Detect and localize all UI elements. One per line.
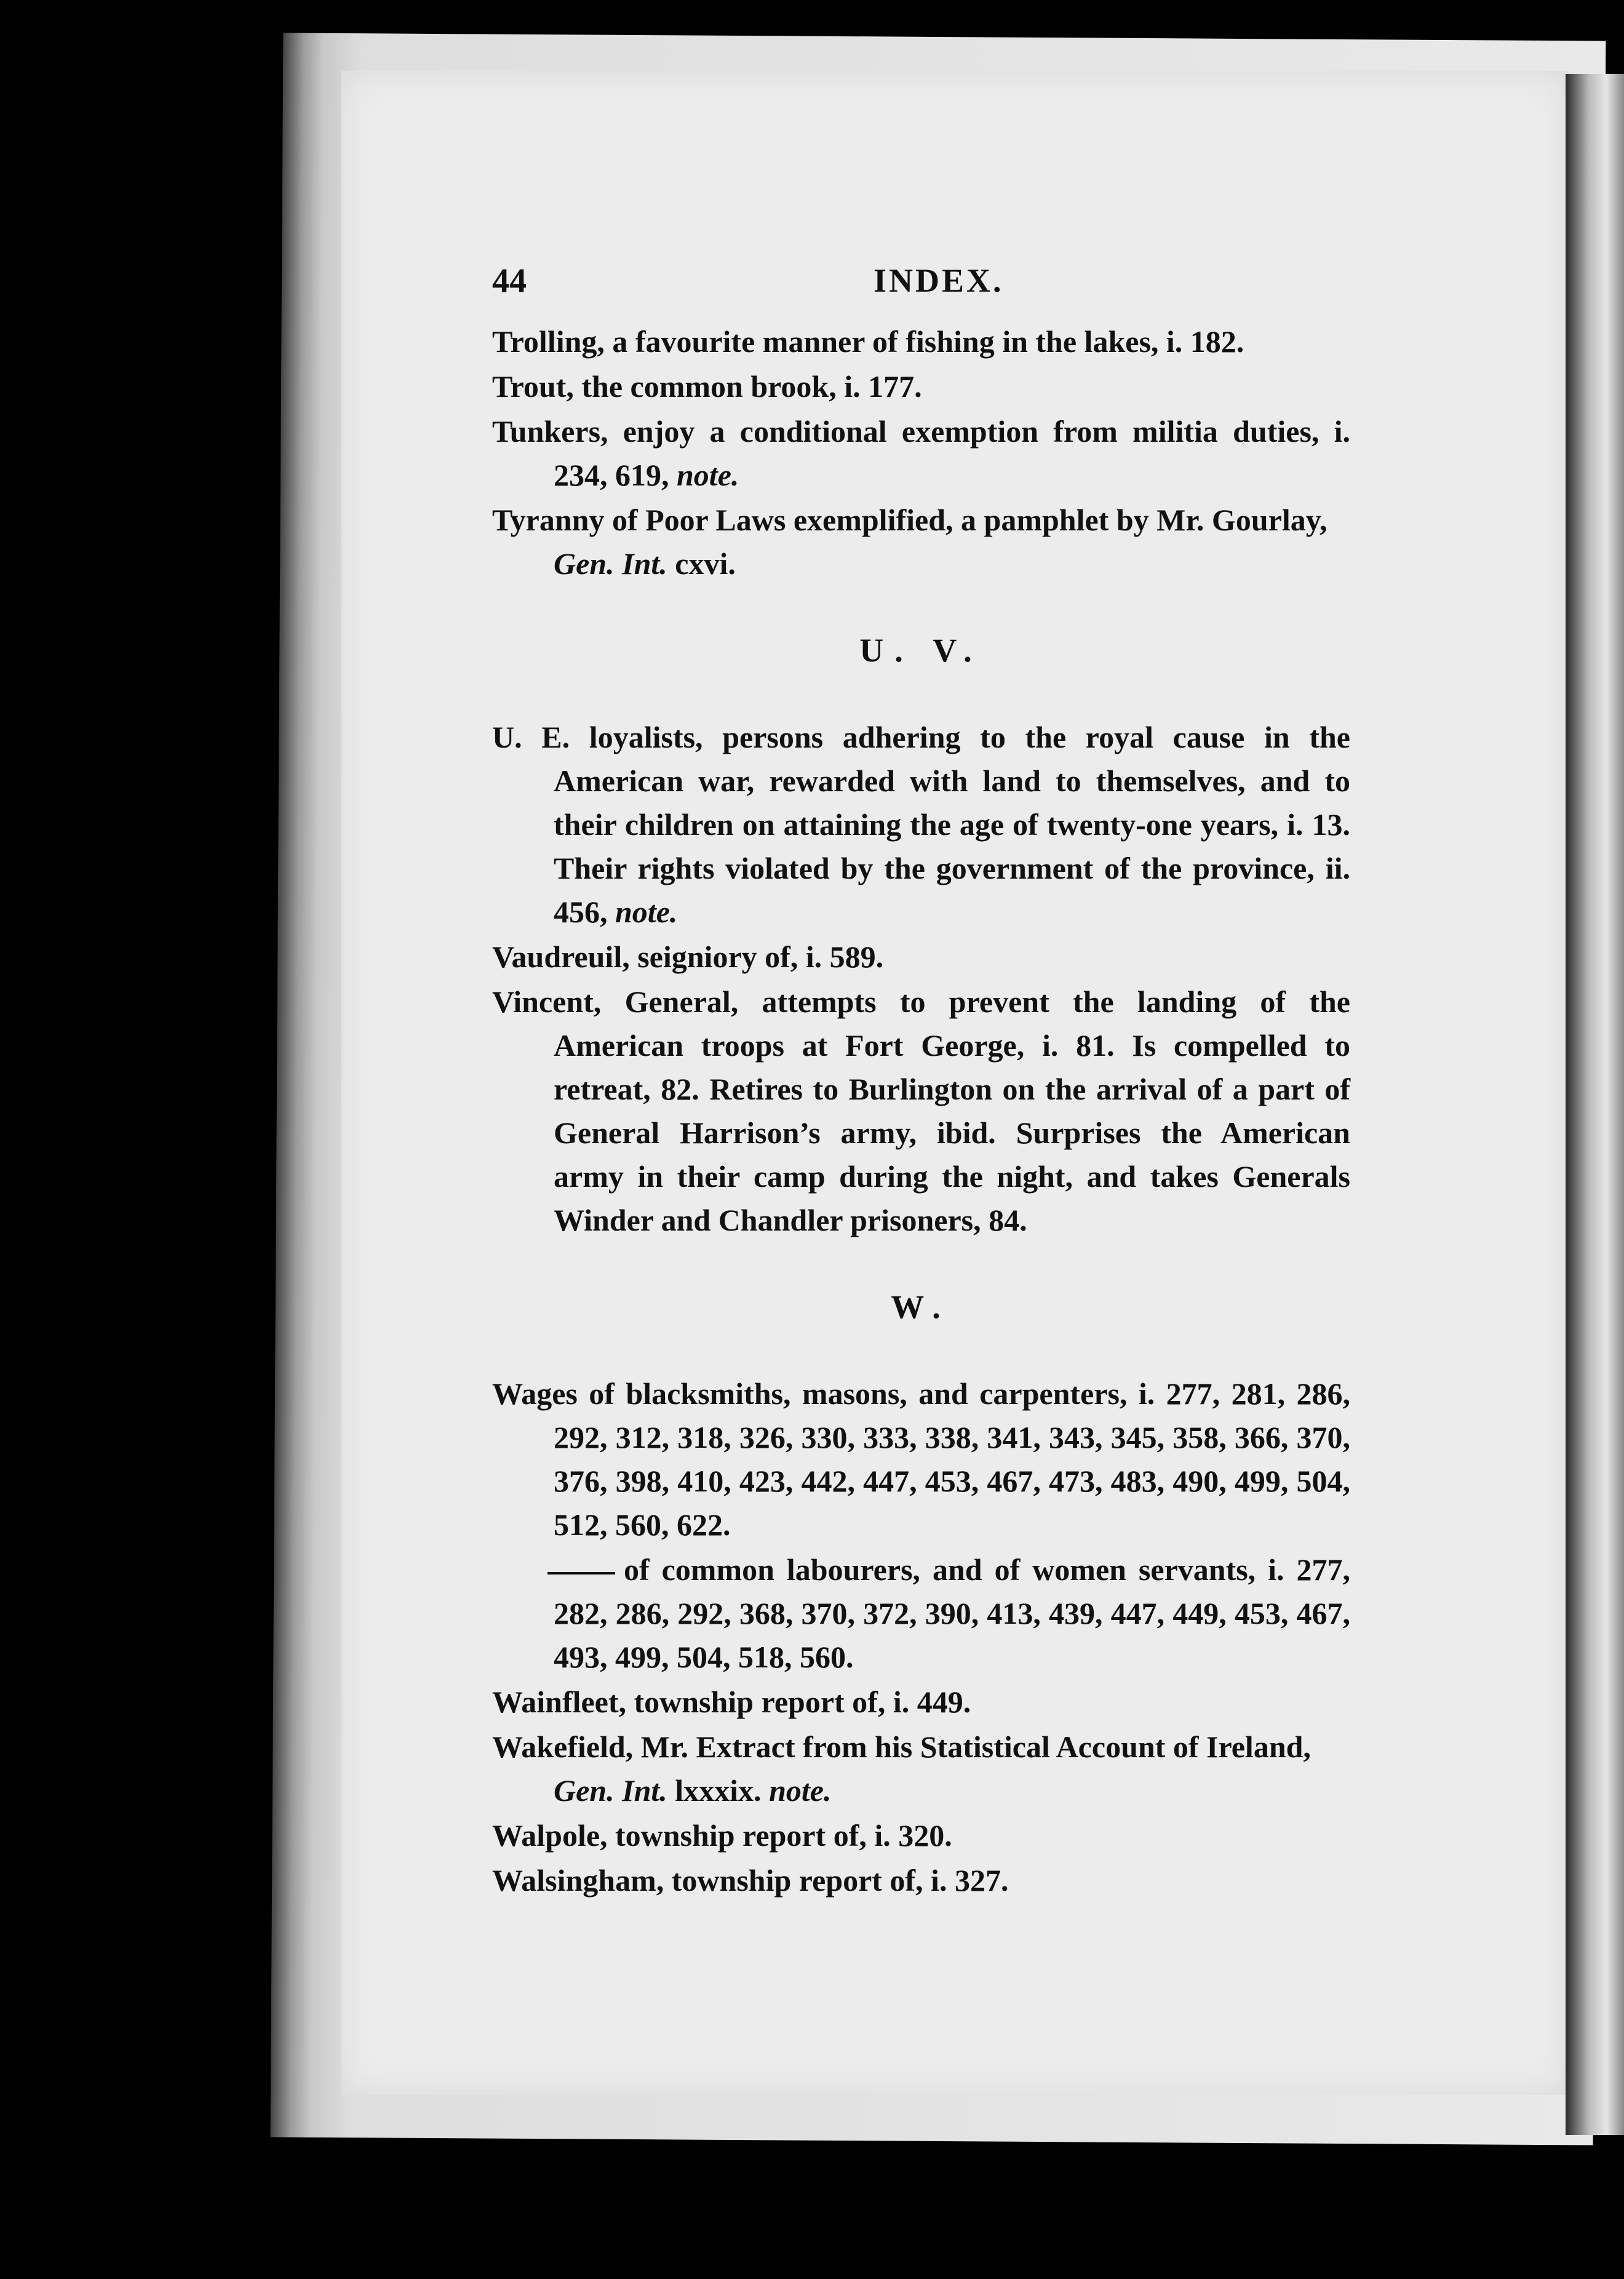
entry-reference-number: cxvi. bbox=[667, 546, 736, 581]
index-entry-tunkers bbox=[492, 410, 1350, 497]
entry-note: note. bbox=[769, 1773, 832, 1808]
entry-reference: Gen. Int. bbox=[554, 1773, 667, 1808]
entry-reference: Gen. Int. bbox=[554, 546, 667, 581]
entry-text: Tunkers, enjoy a conditional exemption from militia duties, i. 234, 619, bbox=[492, 414, 1350, 492]
index-entry-trolling: Trolling, a favourite manner of fishing in the lakes, i. 182. bbox=[492, 324, 1244, 359]
section-heading-uv: U. V. bbox=[859, 632, 983, 669]
index-entry-vincent: Vincent, General, attempts to prevent the landing of the American troops at Fort George, i. 81. Is compelled to retreat, 82. Retires to Burlington on the arrival of a part of General Harrison’s army, ibid. Surprises the American army in their camp during the night, and takes Generals Winder and Chandler prisoners, 84. bbox=[492, 984, 1350, 1237]
page-header bbox=[492, 261, 1353, 305]
entry-text: Wakefield, Mr. Extract from his Statistical Account of Ireland, bbox=[492, 1730, 1311, 1764]
index-entry-wakefield bbox=[492, 1725, 1350, 1813]
entry-note: note. bbox=[677, 458, 739, 492]
entry-text: of common labourers, and of women servants, i. 277, 282, 286, 292, 368, 370, 372, 390, 413, 439, 447, 449, 453, 467, 493, 499, 504, 518, 560. bbox=[554, 1552, 1350, 1674]
index-entry-ue-loyalists bbox=[492, 716, 1350, 934]
index-entry-wainfleet: Wainfleet, township report of, i. 449. bbox=[492, 1685, 971, 1719]
index-subentry-wages-labourers bbox=[492, 1548, 1350, 1679]
page-number: 44 bbox=[492, 262, 527, 300]
entry-reference-number: lxxxix. bbox=[667, 1773, 762, 1808]
section-heading-w: W. bbox=[891, 1288, 952, 1325]
entry-text: Tyranny of Poor Laws exemplified, a pamphlet by Mr. Gourlay, bbox=[492, 503, 1327, 537]
index-entry-tyranny bbox=[492, 498, 1350, 586]
index-entry-vaudreuil: Vaudreuil, seigniory of, i. 589. bbox=[492, 940, 884, 974]
book-binding bbox=[1566, 74, 1624, 2135]
index-entry-trout: Trout, the common brook, i. 177. bbox=[492, 369, 922, 404]
index-entry-wages: Wages of blacksmiths, masons, and carpenters, i. 277, 281, 286, 292, 312, 318, 326, 330, 333, 338, 341, 343, 345, 358, 366, 370, 376, 398, 410, 423, 442, 447, 453, 467, 473, 483, 490, 499, 504, 512, 560, 622. bbox=[492, 1376, 1350, 1542]
index-entry-walpole: Walpole, township report of, i. 320. bbox=[492, 1818, 952, 1853]
index-entry-walsingham: Walsingham, township report of, i. 327. bbox=[492, 1863, 1009, 1898]
ditto-dash bbox=[547, 1572, 615, 1575]
running-head: INDEX. bbox=[874, 262, 1004, 299]
entry-note: note. bbox=[615, 895, 678, 929]
entry-text: U. E. loyalists, persons adhering to the royal cause in the American war, rewarded with land to themselves, and to their children on attaining the age of twenty-one years, i. 13. Their rights violated by the government of the province, ii. 456, bbox=[492, 720, 1350, 929]
index-content bbox=[492, 320, 1350, 1904]
